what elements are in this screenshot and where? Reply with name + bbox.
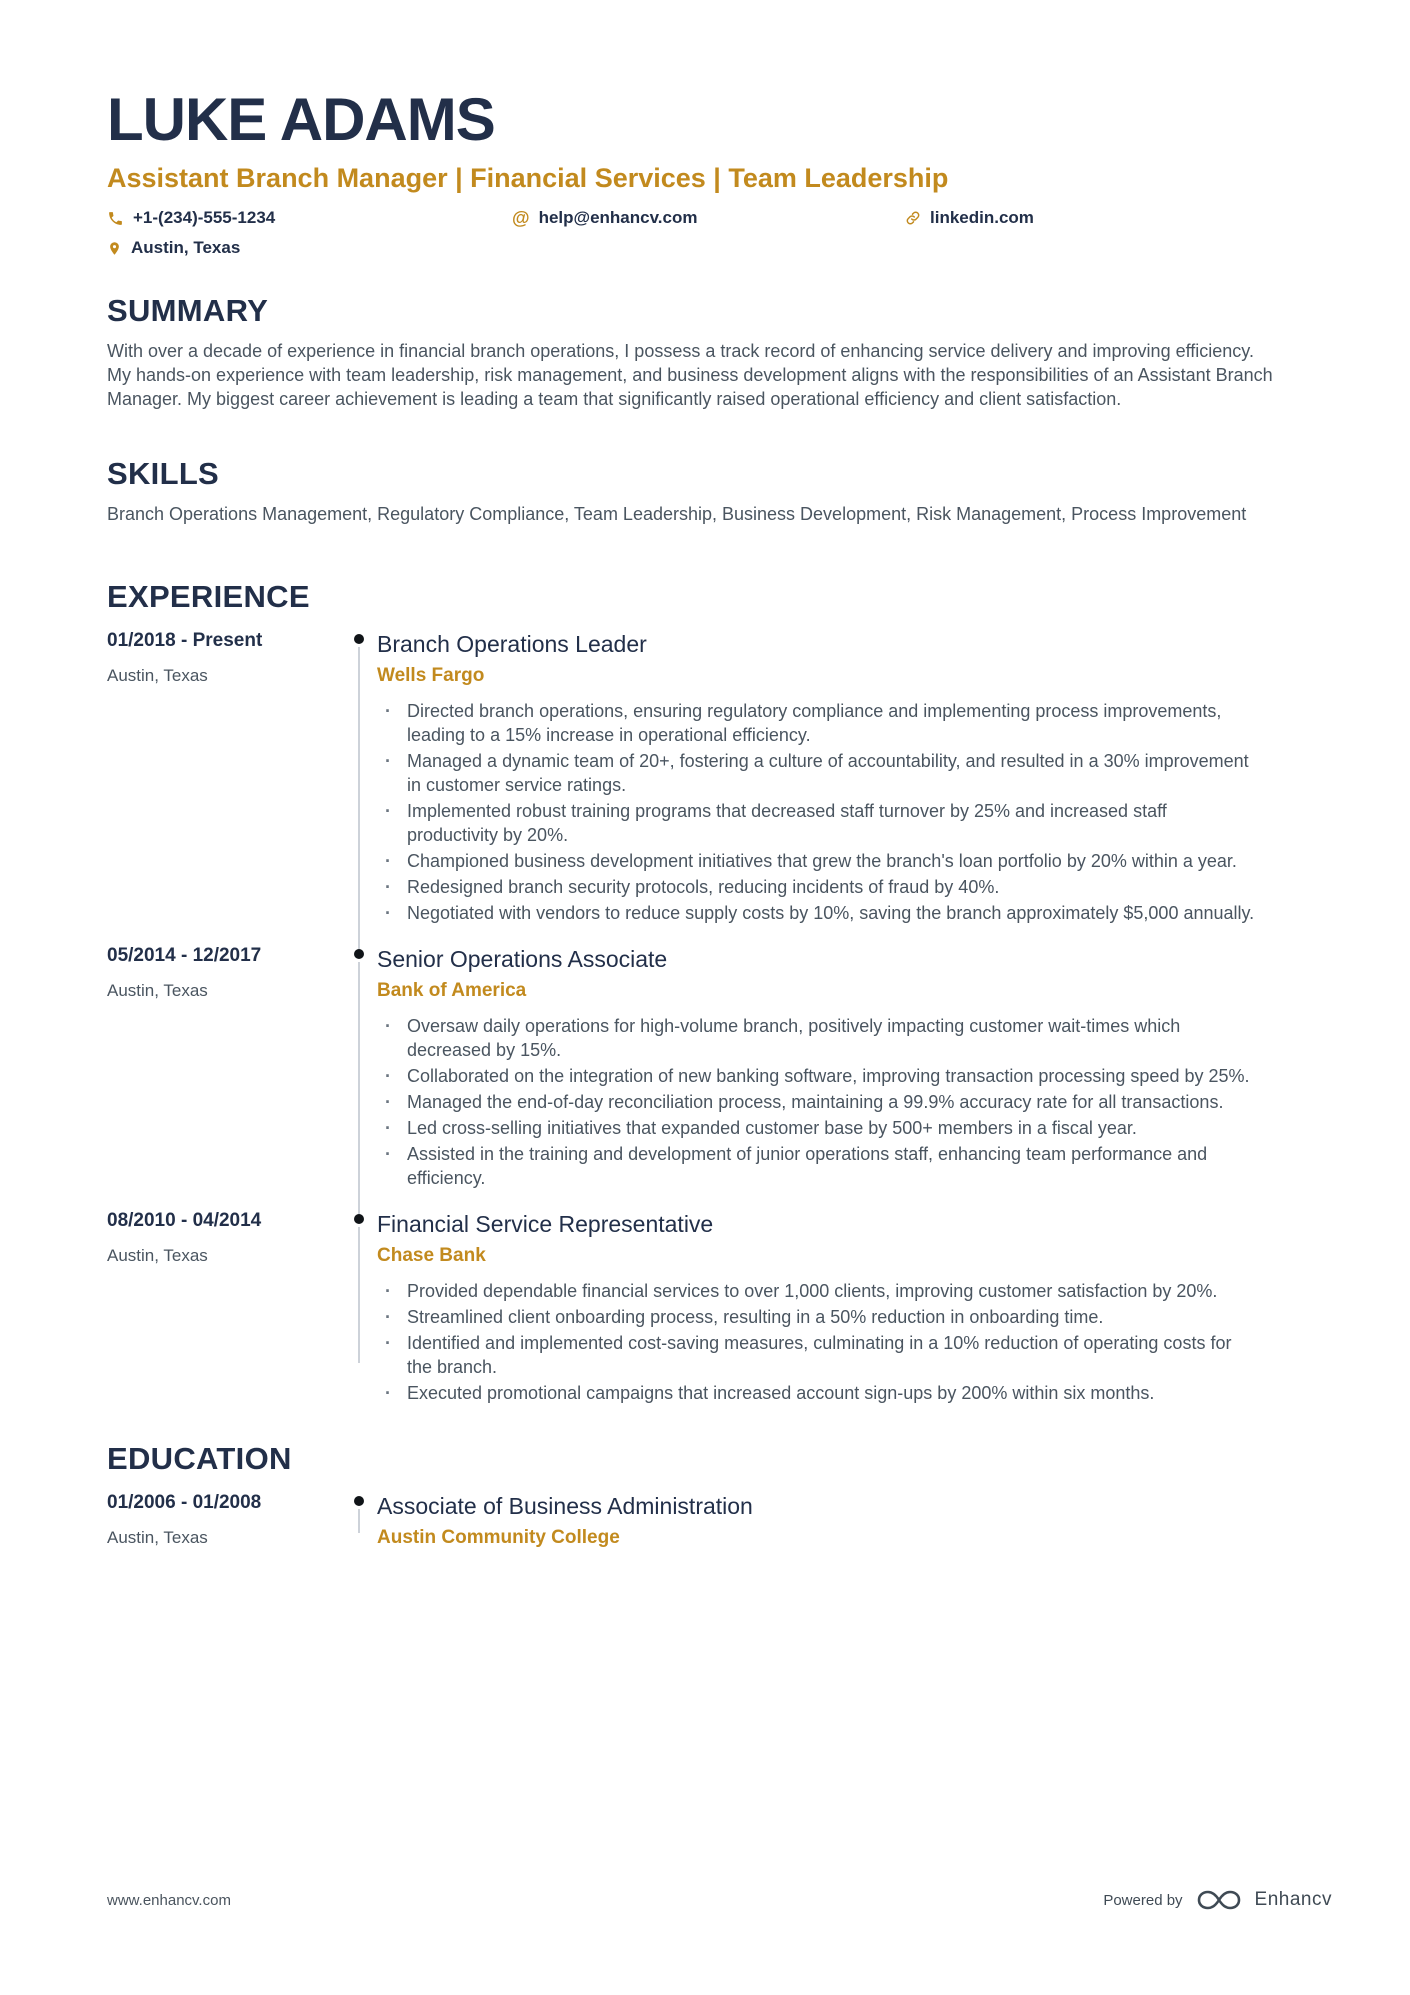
summary-text: With over a decade of experience in financial branch operations, I possess a track record of enhancing service delivery and improving efficiency. My hands-on experience with team leadership, risk management, and business development aligns with the responsibilities of an Assistant Branch Manager. My biggest career achievement is leading a team that significantly raised operational efficiency and client satisfaction. (107, 341, 1273, 409)
bullet-item: · Collaborated on the integration of new banking software, improving transaction processing speed by 25%. (377, 1064, 1257, 1088)
timeline (341, 1210, 377, 1407)
link-icon (905, 210, 921, 226)
degree-title: Associate of Business Administration (377, 1493, 753, 1519)
entry-dates: 01/2018 - Present (107, 630, 263, 651)
bullet-list (377, 1014, 1257, 1190)
bullet-item: · Identified and implemented cost-saving measures, culminating in a 10% reduction of operating costs for the branch. (377, 1331, 1257, 1379)
job-title: Branch Operations Leader (377, 631, 647, 657)
bullet-item: · Led cross-selling initiatives that expanded customer base by 500+ members in a fiscal year. (377, 1116, 1257, 1140)
brand-name: Enhancv (1254, 1889, 1332, 1910)
website-link: linkedin.com (930, 208, 1034, 227)
person-name: LUKE ADAMS (107, 86, 495, 153)
location-text: Austin, Texas (131, 238, 241, 257)
bullet-list (377, 1279, 1257, 1405)
entry-dates: 05/2014 - 12/2017 (107, 945, 262, 966)
school-name: Austin Community College (377, 1527, 620, 1548)
timeline-dot-icon (354, 1214, 364, 1224)
phone-contact[interactable] (107, 208, 512, 228)
education-entry (107, 1492, 1330, 1549)
summary-heading: SUMMARY (107, 293, 269, 328)
skills-text: Branch Operations Management, Regulatory Compliance, Team Leadership, Business Development, Risk Management, Process Improvement (107, 504, 1247, 524)
timeline-dot-icon (354, 634, 364, 644)
timeline-line (358, 962, 360, 1222)
education-section (107, 1440, 1330, 1549)
entry-body (377, 630, 1330, 927)
company-name: Chase Bank (377, 1245, 486, 1266)
bullet-item: · Executed promotional campaigns that increased account sign-ups by 200% within six months. (377, 1381, 1257, 1405)
job-title: Senior Operations Associate (377, 946, 668, 972)
bullet-item: · Oversaw daily operations for high-volume branch, positively impacting customer wait-times which decreased by 15%. (377, 1014, 1257, 1062)
entry-body (377, 945, 1330, 1192)
bullet-item: · Managed a dynamic team of 20+, fostering a culture of accountability, and resulted in a 30% improvement in customer service ratings. (377, 749, 1257, 797)
website-contact[interactable] (905, 208, 1034, 228)
timeline-line (358, 1509, 360, 1533)
email-contact[interactable] (512, 208, 905, 228)
footer-branding[interactable] (1103, 1888, 1332, 1912)
company-name: Bank of America (377, 980, 527, 1001)
contact-row (107, 208, 1330, 228)
entry-location: Austin, Texas (107, 981, 208, 1000)
experience-section (107, 578, 1330, 1407)
entry-body (377, 1492, 1330, 1549)
entry-dates: 08/2010 - 04/2014 (107, 1210, 262, 1231)
email-address: help@enhancv.com (538, 208, 698, 227)
bullet-item: · Negotiated with vendors to reduce supply costs by 10%, saving the branch approximately $5,000 annually. (377, 901, 1257, 925)
skills-heading: SKILLS (107, 456, 220, 491)
summary-section (107, 292, 1330, 411)
job-title: Financial Service Representative (377, 1211, 714, 1237)
bullet-item: · Streamlined client onboarding process, resulting in a 50% reduction in onboarding time. (377, 1305, 1257, 1329)
timeline-line (358, 647, 360, 957)
education-entries (107, 1492, 1330, 1549)
phone-icon (107, 210, 124, 227)
page-footer (107, 1888, 1332, 1912)
experience-entry (107, 945, 1330, 1192)
location-pin-icon (107, 240, 122, 257)
company-name: Wells Fargo (377, 665, 485, 686)
bullet-item: · Managed the end-of-day reconciliation process, maintaining a 99.9% accuracy rate for all transactions. (377, 1090, 1257, 1114)
headline: Assistant Branch Manager | Financial Services | Team Leadership (107, 163, 949, 193)
timeline-dot-icon (354, 1496, 364, 1506)
timeline (341, 945, 377, 1192)
education-heading: EDUCATION (107, 1441, 292, 1476)
location-item (107, 238, 240, 258)
entry-location: Austin, Texas (107, 666, 208, 685)
powered-by-label: Powered by (1103, 1891, 1183, 1909)
bullet-list (377, 699, 1257, 925)
timeline (341, 630, 377, 927)
entry-meta (107, 945, 341, 1192)
entry-dates: 01/2006 - 01/2008 (107, 1492, 262, 1513)
entry-body (377, 1210, 1330, 1407)
enhancv-logo-icon (1196, 1888, 1242, 1912)
entry-meta (107, 630, 341, 927)
bullet-item: · Implemented robust training programs that decreased staff turnover by 25% and increased staff productivity by 20%. (377, 799, 1257, 847)
skills-section (107, 455, 1330, 526)
bullet-item: · Directed branch operations, ensuring regulatory compliance and implementing process improvements, leading to a 15% increase in operational efficiency. (377, 699, 1257, 747)
bullet-item: · Provided dependable financial services to over 1,000 clients, improving customer satisfaction by 20%. (377, 1279, 1257, 1303)
timeline-dot-icon (354, 949, 364, 959)
experience-entries (107, 630, 1330, 1407)
bullet-item: · Championed business development initiatives that grew the branch's loan portfolio by 20% within a year. (377, 849, 1257, 873)
header (107, 88, 1330, 258)
location-row (107, 238, 1330, 258)
entry-location: Austin, Texas (107, 1246, 208, 1265)
experience-entry (107, 1210, 1330, 1407)
entry-location: Austin, Texas (107, 1528, 208, 1547)
phone-number: +1-(234)-555-1234 (133, 208, 276, 227)
bullet-item: · Redesigned branch security protocols, reducing incidents of fraud by 40%. (377, 875, 1257, 899)
experience-entry (107, 630, 1330, 927)
bullet-item: · Assisted in the training and development of junior operations staff, enhancing team performance and efficiency. (377, 1142, 1257, 1190)
entry-meta (107, 1210, 341, 1407)
timeline-line (358, 1227, 360, 1363)
entry-meta (107, 1492, 341, 1549)
experience-heading: EXPERIENCE (107, 579, 310, 614)
timeline (341, 1492, 377, 1549)
at-icon: @ (512, 208, 530, 228)
footer-url[interactable]: www.enhancv.com (107, 1891, 231, 1909)
